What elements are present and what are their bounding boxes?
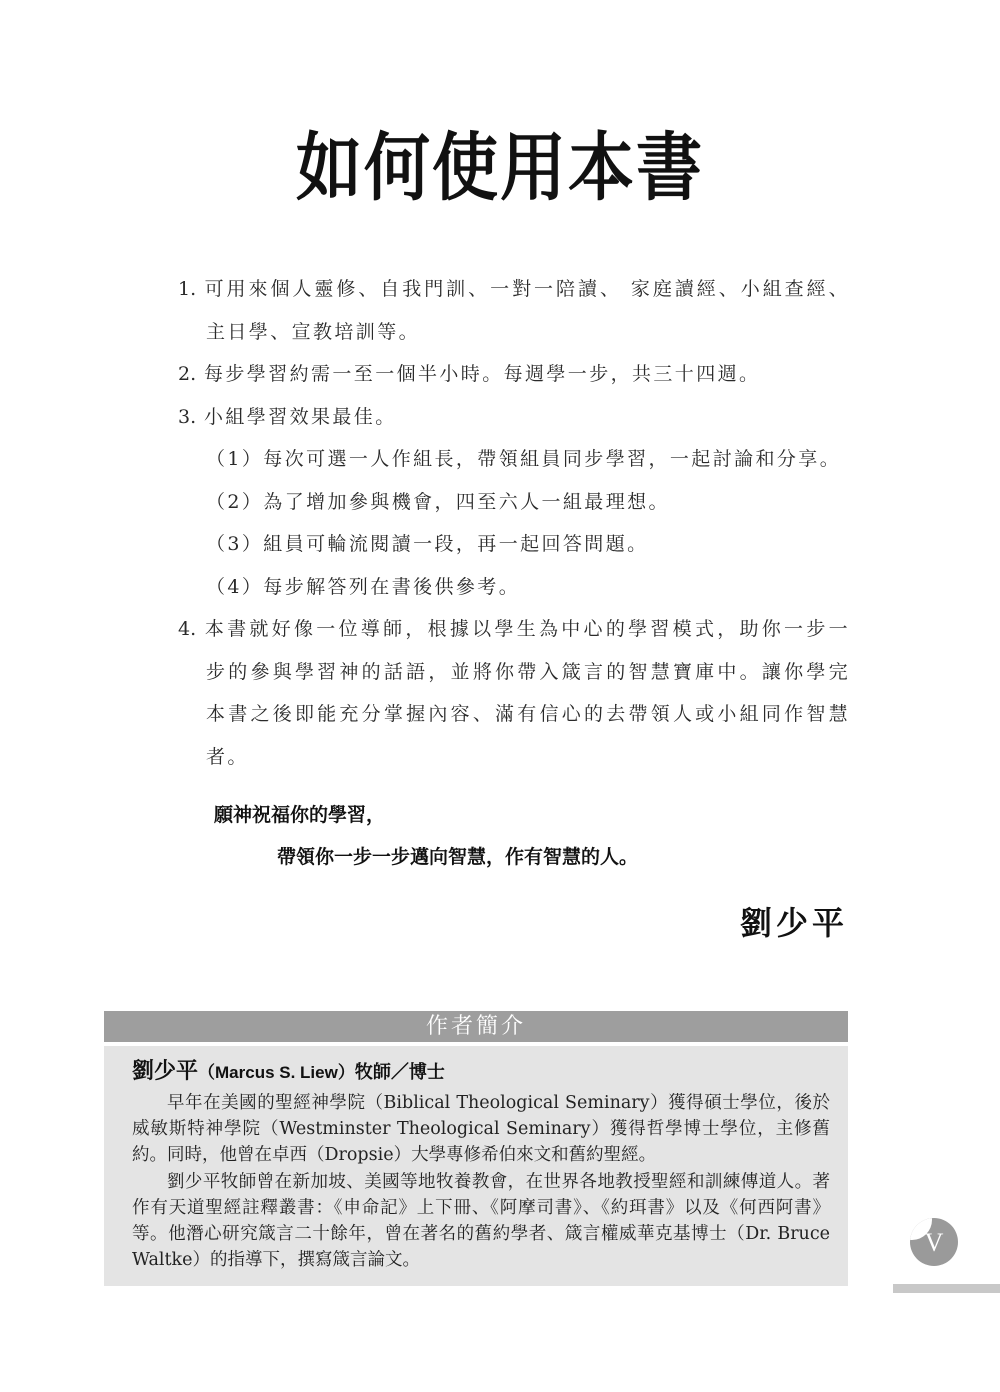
- list-item-4-line-4: 者。: [206, 745, 249, 768]
- sub-item-4: （4）每步解答列在書後供參考。: [206, 575, 521, 598]
- page-number-badge: [910, 1218, 958, 1266]
- list-item-1-text: 可用來個人靈修、自我門訓、一對一陪讀、 家庭讀經、小組查經、: [204, 278, 850, 300]
- list-item-2: [178, 353, 850, 396]
- list-item-2-text: 每步學習約需一至一個半小時。每週學一步，共三十四週。: [204, 363, 761, 385]
- signature: 劉少平: [739, 904, 848, 942]
- page-edge-bar: [893, 1284, 1000, 1293]
- list-item-1-line-1: [178, 268, 850, 311]
- list-item-4-text: 本書就好像一位導師，根據以學生為中心的學習模式，助你一步一: [204, 618, 850, 640]
- bio-paragraph-2: 劉少平牧師曾在新加坡、美國等地牧養教會，在世界各地教授聖經和訓練傳道人。著作有天道聖經註釋叢書：《申命記》上下冊、《阿摩司書》、《約珥書》以及《何西阿書》等。他潛心研究箴言二十餘年，曾在著名的舊約學者、箴言權威華克基博士（Dr. Bruce Waltke）的指導下，撰寫箴言論文。: [132, 1171, 830, 1271]
- bio-name: 劉少平: [132, 1058, 199, 1084]
- sub-item-2: （2）為了增加參與機會，四至六人一組最理想。: [206, 490, 670, 513]
- bio-paragraph-1: 早年在美國的聖經神學院（Biblical Theological Seminary）獲得碩士學位，後於威敏斯特神學院（Westminster Theological Seminary）獲得哲學博士學位，主修舊約。同時，他曾在卓西（Dropsie）大學專修希伯來文和舊約聖經。: [132, 1093, 830, 1166]
- sub-item-1: （1）每次可選一人作組長，帶領組員同步學習，一起討論和分享。: [206, 448, 842, 470]
- usage-list: [178, 268, 850, 778]
- blessing-line-2: 帶領你一步一步邁向智慧，作有智慧的人。: [277, 846, 639, 868]
- bio-box: [104, 1046, 848, 1286]
- list-item-3-number: 3.: [178, 405, 197, 428]
- list-item-1-number: 1.: [178, 278, 197, 300]
- bio-name-line: [132, 1054, 830, 1090]
- bio-name-english: （Marcus S. Liew）: [198, 1063, 355, 1082]
- list-item-4-number: 4.: [178, 618, 197, 640]
- list-item-1-line-2: 主日學、宣教培訓等。: [206, 320, 421, 343]
- bio-title: 牧師／博士: [354, 1062, 445, 1083]
- page-title: 如何使用本書: [296, 123, 704, 212]
- blessing-line-1: 願神祝福你的學習，: [214, 804, 386, 826]
- list-item-4-line-2: 步的參與學習神的話語，並將你帶入箴言的智慧寶庫中。讓你學完: [206, 660, 850, 683]
- list-item-4-line-1: [178, 608, 850, 651]
- bio-header: 作者簡介: [104, 1011, 848, 1042]
- list-item-3: [178, 396, 850, 439]
- list-item-4-line-3: 本書之後即能充分掌握內容、滿有信心的去帶領人或小組同作智慧: [206, 703, 850, 725]
- sub-item-3: （3）組員可輪流閱讀一段，再一起回答問題。: [206, 533, 649, 555]
- list-item-3-text: 小組學習效果最佳。: [204, 405, 397, 428]
- list-item-2-number: 2.: [178, 363, 197, 385]
- page-number: V: [924, 1228, 944, 1257]
